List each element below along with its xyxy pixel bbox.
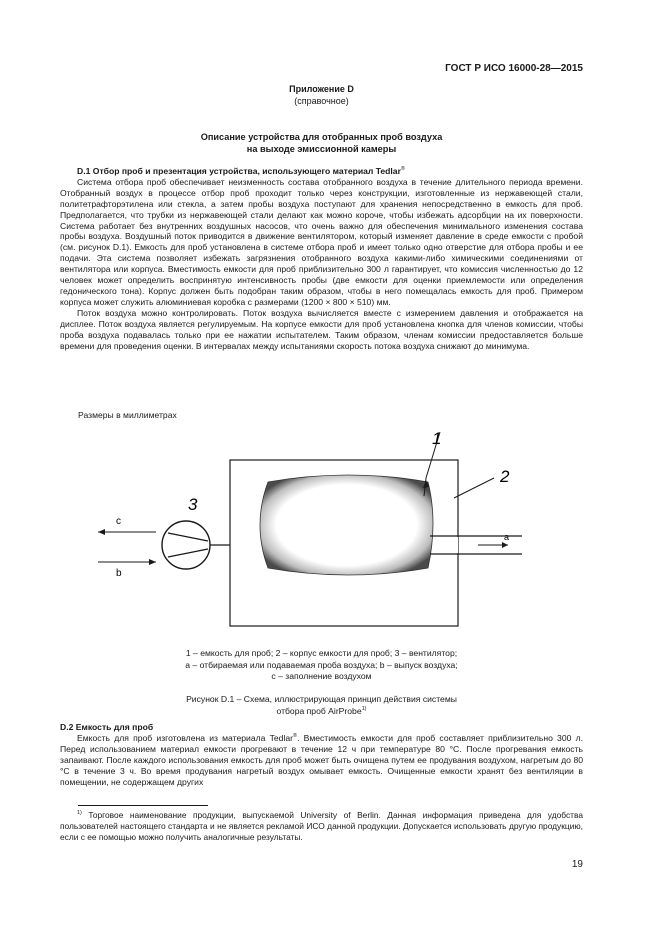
section-d1	[60, 166, 583, 351]
legend-line2: а – отбираемая или подаваемая проба воздуха; b – выпуск воздуха;	[185, 659, 458, 670]
d1-paragraph-1: Система отбора проб обеспечивает неизменность состава отобранного воздуха в течение длительного периода времени. Отобранный воздух в процессе отбор проб проходит только через конструкции, изготовленные из нержавеющей стали, политетрафторэтилена или стекла, а затем пробы воздуха поступают для хранения непосредственно в емкость для проб. Предполагается, что трубки из нержавеющей стали делают как можно короче, чтобы избежать адсорбции на их поверхности. Система работает без внутренних воздушных насосов, что очень важно для обеспечения минимального изменения состава пробы воздуха. Воздушный поток приводится в движение вентилятором, который изменяет давление в среде емкости с пробой (см. рисунок D.1). Емкость для проб установлена в системе отбора проб и имеет только одно отверстие для отбора пробы и ее подачи. Эта система позволяет избежать загрязнения отобранного воздуха какими-либо химическими соединениями от вентилятора или корпуса. Вместимость емкости для проб приблизительно 300 л гарантирует, что комиссия численностью до 12 человек может определить воспринятую интенсивность пробы (две емкости для оценки приемлемости или определения гедонического тона). Корпус должен быть подобран таким образом, чтобы в него помещалась емкость для проб. Примером корпуса может служить алюминиевая коробка с размерами (1200 × 800 × 510) мм.	[60, 176, 583, 307]
label-3: 3	[188, 495, 198, 514]
dimensions-note: Размеры в миллиметрах	[78, 410, 177, 420]
section-title-line2: на выходе эмиссионной камеры	[246, 144, 397, 154]
figure-legend	[60, 648, 583, 683]
label-2: 2	[500, 467, 510, 486]
d1-heading: D.1 Отбор проб и презентация устройства, использующего материал Tedlar®	[77, 166, 405, 176]
annex-subtitle: (справочное)	[294, 95, 349, 106]
section-title	[60, 131, 583, 155]
registered-mark: ®	[293, 732, 298, 739]
caption-line1: Рисунок D.1 – Схема, иллюстрирующая принцип действия системы	[186, 694, 457, 704]
d2-paragraph: Емкость для проб изготовлена из материала Tedlar®. Вместимость емкости для проб составляет приблизительно 300 л. Перед использованием материал емкости прогревают в течение 12 ч при температуре 80 °С. После прогревания емкость запаивают. После каждого использования емкость для проб может быть очищена путем ее продувания воздухом, нагретым до 80 °С в течение 3 ч. Во время продувания нагретый воздух омывает емкость. Очищенные емкости хранят без вентиляции в помещении, не содержащем других	[60, 732, 583, 787]
legend-line1: 1 – емкость для проб; 2 – корпус емкости для проб; 3 – вентилятор;	[185, 648, 458, 658]
footnote-ref: 1)	[361, 705, 367, 712]
footnote-mark: 1)	[77, 810, 82, 816]
document-id: ГОСТ Р ИСО 16000-28—2015	[445, 63, 583, 74]
d1-paragraph-2: Поток воздуха можно контролировать. Поток воздуха вычисляется вместе с измерением давления и отображается на дисплее. Поток воздуха является регулируемым. На корпусе емкости для проб установлена кнопка для членов комиссии, чтобы проба воздуха подавалась только при ее нажатии испытателем. Таким образом, членам комиссии предоставляется больше времени для проведения оценки. В интервалах между испытаниями скорость потока воздуха снижают до минимума.	[60, 307, 583, 351]
label-b: b	[116, 568, 122, 579]
annex-title: Приложение D	[289, 84, 354, 94]
footnote-divider	[78, 805, 208, 806]
leader-2	[454, 478, 494, 498]
sample-bag	[260, 475, 433, 575]
d2-heading: D.2 Емкость для проб	[60, 722, 154, 732]
section-title-line1: Описание устройства для отобранных проб воздуха	[200, 132, 443, 142]
label-1: 1	[432, 429, 442, 448]
label-c: c	[116, 516, 121, 527]
figure-caption	[60, 694, 583, 717]
footnote	[60, 810, 583, 842]
arrow-c-head	[98, 529, 105, 535]
section-d2	[60, 722, 583, 787]
arrow-b-head	[149, 559, 156, 565]
footnote-text: Торговое наименование продукции, выпускаемой University of Berlin. Данная информация приведена для удобства пользователей настоящего стандарта и не является рекламой ИСО данной продукции. Допускается использовать другую продукцию, если с ее помощью можно получить аналогичные результаты.	[60, 810, 583, 842]
arrow-a-head	[502, 542, 508, 548]
caption-line2: отбора проб AirProbe$^{1)}$	[276, 705, 367, 716]
page-number: 19	[571, 859, 583, 870]
registered-mark: ®	[400, 166, 405, 172]
label-a: a	[504, 532, 510, 542]
figure-d1-diagram	[80, 420, 550, 630]
legend-line3: с – заполнение воздухом	[271, 671, 372, 681]
fan-circle	[162, 521, 210, 569]
annex-heading	[60, 84, 583, 107]
